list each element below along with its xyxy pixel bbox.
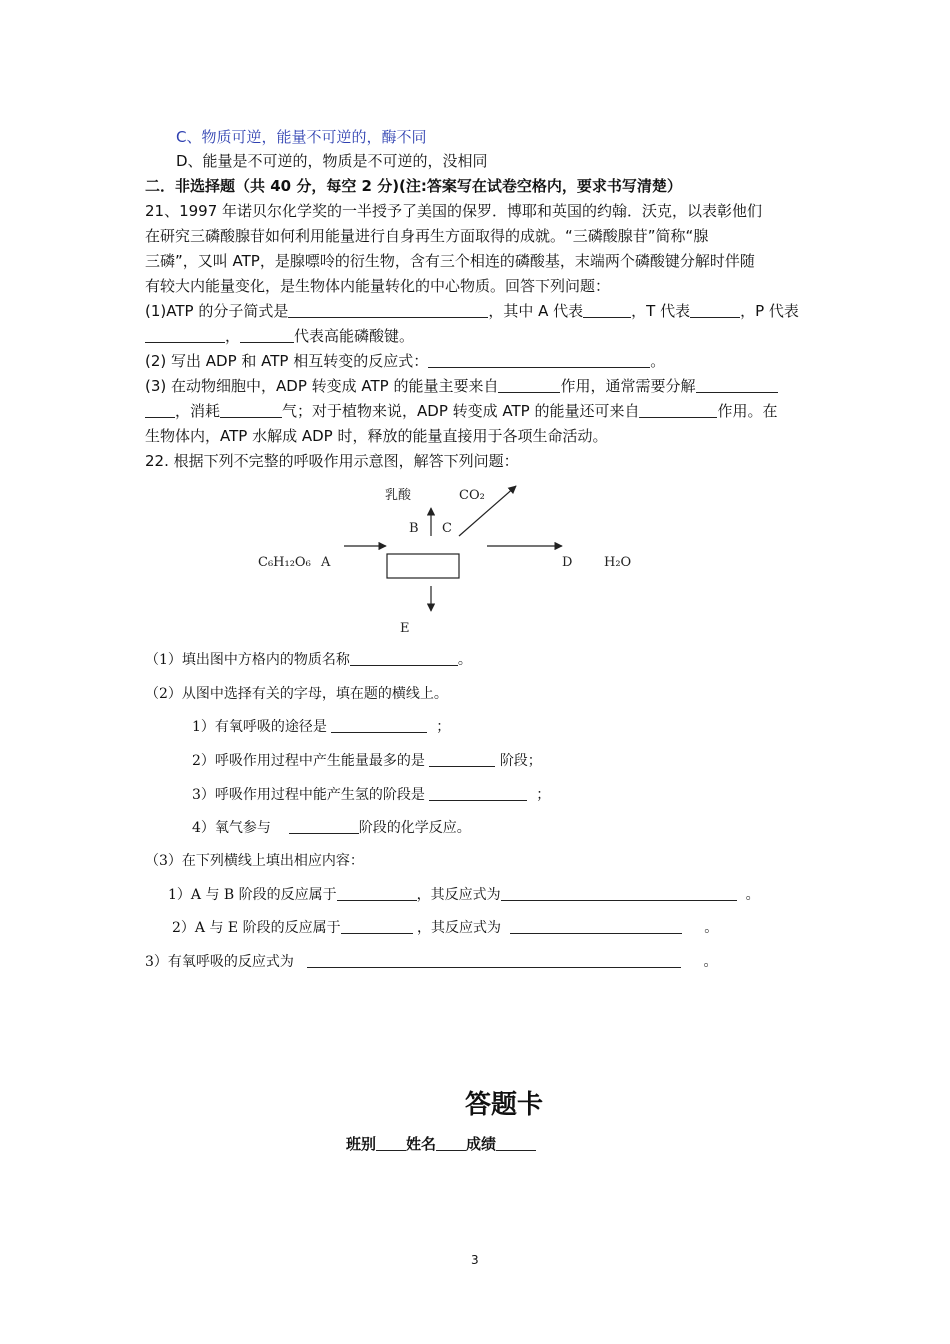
answer-card-fields xyxy=(346,1134,536,1154)
most-energy-stage-blank[interactable] xyxy=(429,752,495,767)
option-d: D、能量是不可逆的，物质是不可逆的，没相同 xyxy=(176,152,488,170)
page-number: 3 xyxy=(471,1253,479,1267)
q21-p3d: 气；对于植物来说，ADP 转变成 ATP 的能量还可来自 xyxy=(282,402,640,420)
q22-part3-2 xyxy=(172,918,718,938)
q22-q3-2c: 。 xyxy=(704,920,719,936)
q22-part1 xyxy=(145,650,472,670)
t-meaning-blank[interactable] xyxy=(690,303,740,318)
atp-formula-blank[interactable] xyxy=(288,303,488,318)
q22-q2-4b: 阶段的化学反应。 xyxy=(358,820,471,836)
ae-equation-blank[interactable] xyxy=(510,919,682,934)
q21-part3-line1 xyxy=(145,376,778,396)
name-label: 姓名 xyxy=(406,1135,437,1153)
q21-p3a: (3) 在动物细胞中，ADP 转变成 ATP 的能量主要来自 xyxy=(145,377,499,395)
q21-p1c: ，T 代表 xyxy=(631,302,691,320)
q22-part2-3 xyxy=(192,785,550,805)
aerobic-pathway-blank[interactable] xyxy=(331,718,427,733)
q22-q2-2a: 2）呼吸作用过程中产生能量最多的是 xyxy=(192,753,425,769)
q21-p1e: ， xyxy=(225,327,241,345)
decompose-blank-part2[interactable] xyxy=(145,403,175,418)
water-label: H₂O xyxy=(604,555,632,570)
q22-part3: （3）在下列横线上填出相应内容： xyxy=(145,853,364,869)
q22-part2-2 xyxy=(192,751,542,771)
q22-q2-3a: 3）呼吸作用过程中能产生氢的阶段是 xyxy=(192,787,425,803)
high-energy-bond-blank[interactable] xyxy=(240,328,294,343)
decompose-blank-part1[interactable] xyxy=(696,378,778,393)
q21-part3-line2 xyxy=(145,401,778,421)
q21-intro-line1: 21、1997 年诺贝尔化学奖的一半授予了美国的保罗．博耶和英国的约翰．沃克，以表彰他们 xyxy=(145,202,763,220)
q22-q3-2a: 2）A 与 E 阶段的反应属于 xyxy=(172,920,341,936)
q22-q3-1a: 1）A 与 B 阶段的反应属于 xyxy=(168,887,337,903)
adp-atp-equation-blank[interactable] xyxy=(428,353,650,368)
respiration-diagram xyxy=(240,478,660,638)
stage-b-label: B xyxy=(409,521,419,536)
box-substance-blank[interactable] xyxy=(350,651,458,666)
name-blank[interactable] xyxy=(436,1136,466,1151)
stage-d-label: D xyxy=(562,555,573,570)
stage-a-label: A xyxy=(321,555,331,570)
q21-intro-line4: 有较大内能量变化，是生物体内能量转化的中心物质。回答下列问题： xyxy=(145,277,611,295)
q21-part2 xyxy=(145,351,665,371)
q22-q2-1b: ； xyxy=(436,719,451,735)
a-meaning-blank[interactable] xyxy=(583,303,631,318)
q22-part2-1 xyxy=(192,717,450,737)
q22-q2-1a: 1）有氧呼吸的途径是 xyxy=(192,719,327,735)
q22-q2-2b: 阶段； xyxy=(499,753,542,769)
energy-source-blank[interactable] xyxy=(498,378,560,393)
option-c: C、物质可逆，能量不可逆的，酶不同 xyxy=(176,128,427,146)
q22-part2: （2）从图中选择有关的字母，填在题的横线上。 xyxy=(145,686,448,702)
q21-p1a: (1)ATP 的分子简式是 xyxy=(145,302,289,320)
ae-reaction-type-blank[interactable] xyxy=(341,919,413,934)
oxygen-stage-blank[interactable] xyxy=(289,819,359,834)
q21-p1d: ，P 代表 xyxy=(740,302,799,320)
q21-part1-line1 xyxy=(145,301,799,321)
q21-p2b: 。 xyxy=(650,352,666,370)
q21-p1b: ，其中 A 代表 xyxy=(488,302,584,320)
co2-label: CO₂ xyxy=(459,488,485,503)
answer-card-title: 答题卡 xyxy=(464,1090,543,1120)
q21-part1-line2 xyxy=(145,326,414,346)
q21-intro-line3: 三磷”，又叫 ATP，是腺嘌呤的衍生物，含有三个相连的磷酸基，末端两个磷酸键分解时伴随 xyxy=(145,252,755,270)
q21-p3c: ，消耗 xyxy=(175,402,221,420)
q22-part2-4 xyxy=(192,818,471,838)
q22-q3-2b: ，其反应式为 xyxy=(417,920,502,936)
class-blank[interactable] xyxy=(376,1136,406,1151)
class-label: 班别 xyxy=(346,1135,377,1153)
q22-q2-3b: ； xyxy=(536,787,551,803)
q22-q1a: （1）填出图中方格内的物质名称 xyxy=(145,652,350,668)
q21-p2a: (2) 写出 ADP 和 ATP 相互转变的反应式： xyxy=(145,352,429,370)
q21-intro-line2: 在研究三磷酸腺苷如何利用能量进行自身再生方面取得的成就。“三磷酸腺苷”简称“腺 xyxy=(145,227,709,245)
q22-q2-4a: 4）氧气参与 xyxy=(192,820,271,836)
lactic-acid-label: 乳酸 xyxy=(385,488,412,503)
q22-part3-1 xyxy=(168,885,760,905)
ab-equation-blank[interactable] xyxy=(501,886,737,901)
q21-p3e: 作用。在 xyxy=(717,402,778,420)
q22-q3-3a: 3）有氧呼吸的反应式为 xyxy=(145,954,294,970)
substance-box[interactable] xyxy=(387,554,459,578)
gas-consumed-blank[interactable] xyxy=(220,403,282,418)
stage-c-label: C xyxy=(442,521,452,536)
q22-q1b: 。 xyxy=(457,652,472,668)
q22-q3-1b: ，其反应式为 xyxy=(416,887,501,903)
glucose-label: C₆H₁₂O₆ xyxy=(258,555,311,570)
stage-e-label: E xyxy=(400,621,410,636)
section-heading: 二．非选择题（共 40 分，每空 2 分)(注:答案写在试卷空格内，要求书写清楚） xyxy=(145,177,682,195)
q21-p3b: 作用，通常需要分解 xyxy=(560,377,696,395)
q21-part3-line3: 生物体内，ATP 水解成 ADP 时，释放的能量直接用于各项生命活动。 xyxy=(145,427,608,445)
q22-q3-1c: 。 xyxy=(745,887,760,903)
score-label: 成绩 xyxy=(466,1135,497,1153)
hydrogen-stage-blank[interactable] xyxy=(429,786,527,801)
q22-part3-3 xyxy=(145,952,718,972)
plant-energy-source-blank[interactable] xyxy=(639,403,717,418)
q22-intro: 22. 根据下列不完整的呼吸作用示意图，解答下列问题： xyxy=(145,452,519,470)
p-meaning-blank[interactable] xyxy=(145,328,225,343)
aerobic-equation-blank[interactable] xyxy=(307,953,681,968)
q22-q3-3b: 。 xyxy=(703,954,718,970)
ab-reaction-type-blank[interactable] xyxy=(337,886,417,901)
q21-p1f: 代表高能磷酸键。 xyxy=(294,327,415,345)
score-blank[interactable] xyxy=(496,1136,536,1151)
